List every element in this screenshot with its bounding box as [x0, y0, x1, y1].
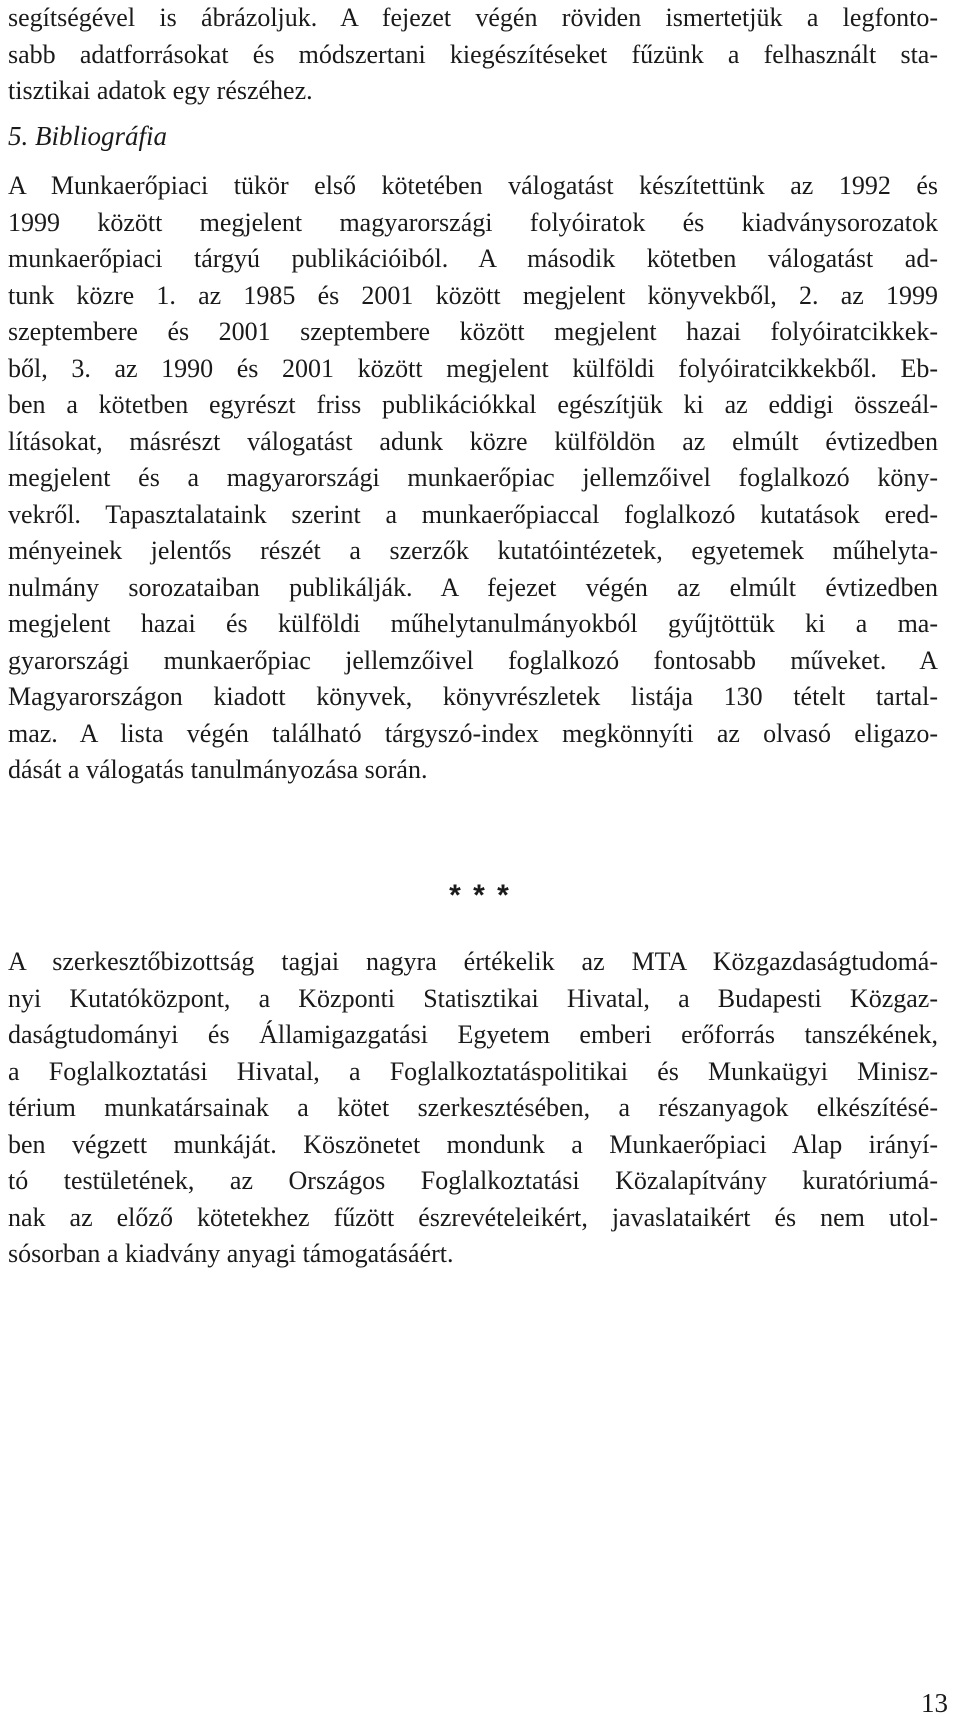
text-line: térium munkatársainak a kötet szerkesztésében, a részanyagok elkészítésé- — [8, 1093, 938, 1122]
text-line: nyi Kutatóközpont, a Központi Statisztikai Hivatal, a Budapesti Közgaz- — [8, 983, 938, 1013]
page-number: 13 — [921, 1688, 948, 1718]
intro-paragraph — [8, 0, 938, 110]
text-line: Magyarországon kiadott könyvek, könyvrészletek listája 130 tételt tartal- — [8, 682, 938, 711]
text-line: megjelent hazai és külföldi műhelytanulmányokból gyűjtöttük ki a ma- — [8, 609, 938, 638]
text-line: tó testületének, az Országos Foglalkoztatási Közalapítvány kuratóriumá- — [8, 1166, 938, 1195]
text-line: munkaerőpiaci tárgyú publikációiból. A második kötetben válogatást ad- — [8, 244, 938, 273]
text-line: vekről. Tapasztalataink szerint a munkaerőpiaccal foglalkozó kutatások ered- — [8, 499, 938, 529]
text-line: A Munkaerőpiaci tükör első kötetében válogatást készítettünk az 1992 és — [8, 171, 938, 200]
text-line: ben a kötetben egyrészt friss publikációkkal egészítjük ki az eddigi összeál- — [8, 390, 938, 419]
text-line: a Foglalkoztatási Hivatal, a Foglalkoztatáspolitikai és Munkaügyi Minisz- — [8, 1056, 938, 1086]
text-line: tunk közre 1. az 1985 és 2001 között megjelent könyvekből, 2. az 1999 — [8, 280, 938, 310]
text-line: segítségével is ábrázoljuk. A fejezet végén röviden ismertetjük a legfonto- — [8, 3, 938, 32]
text-line: sabb adatforrásokat és módszertani kiegészítéseket fűzünk a felhasznált sta- — [8, 39, 938, 69]
text-line: ből, 3. az 1990 és 2001 között megjelent külföldi folyóiratcikkekből. Eb- — [8, 353, 938, 383]
text-line: ben végzett munkáját. Köszönetet mondunk a Munkaerőpiaci Alap irányí- — [8, 1129, 938, 1159]
text-line: nulmány sorozataiban publikálják. A fejezet végén az elmúlt évtizedben — [8, 572, 938, 602]
acknowledgement-paragraph — [8, 944, 938, 1273]
text-line: dását a válogatás tanulmányozása során. — [8, 755, 428, 784]
text-line: ményeinek jelentős részét a szerzők kutatóintézetek, egyetemek műhelyta- — [8, 536, 938, 565]
text-line: A szerkesztőbizottság tagjai nagyra értékelik az MTA Közgazdaságtudomá- — [8, 947, 938, 976]
bibliography-paragraph — [8, 168, 938, 789]
text-line: sósorban a kiadvány anyagi támogatásáért. — [8, 1239, 454, 1268]
text-line: daságtudományi és Államigazgatási Egyetem emberi erőforrás tanszékének, — [8, 1020, 938, 1049]
text-line: tisztikai adatok egy részéhez. — [8, 76, 313, 105]
section-heading: 5. Bibliográfia — [8, 121, 168, 151]
text-line: gyarországi munkaerőpiac jellemzőivel foglalkozó fontosabb műveket. A — [8, 645, 938, 675]
text-line: maz. A lista végén található tárgyszó-index megkönnyíti az olvasó eligazo- — [8, 718, 938, 748]
text-line: lításokat, másrészt válogatást adunk közre külföldön az elmúlt évtizedben — [8, 426, 938, 456]
section-separator: * * * — [449, 879, 511, 912]
text-line: szeptembere és 2001 szeptembere között megjelent hazai folyóiratcikkek- — [8, 317, 938, 346]
text-line: 1999 között megjelent magyarországi folyóiratok és kiadványsorozatok — [8, 207, 938, 237]
text-line: nak az előző kötetekhez fűzött észrevételeikért, javaslataikért és nem utol- — [8, 1202, 938, 1232]
text-line: megjelent és a magyarországi munkaerőpiac jellemzőivel foglalkozó köny- — [8, 463, 938, 492]
